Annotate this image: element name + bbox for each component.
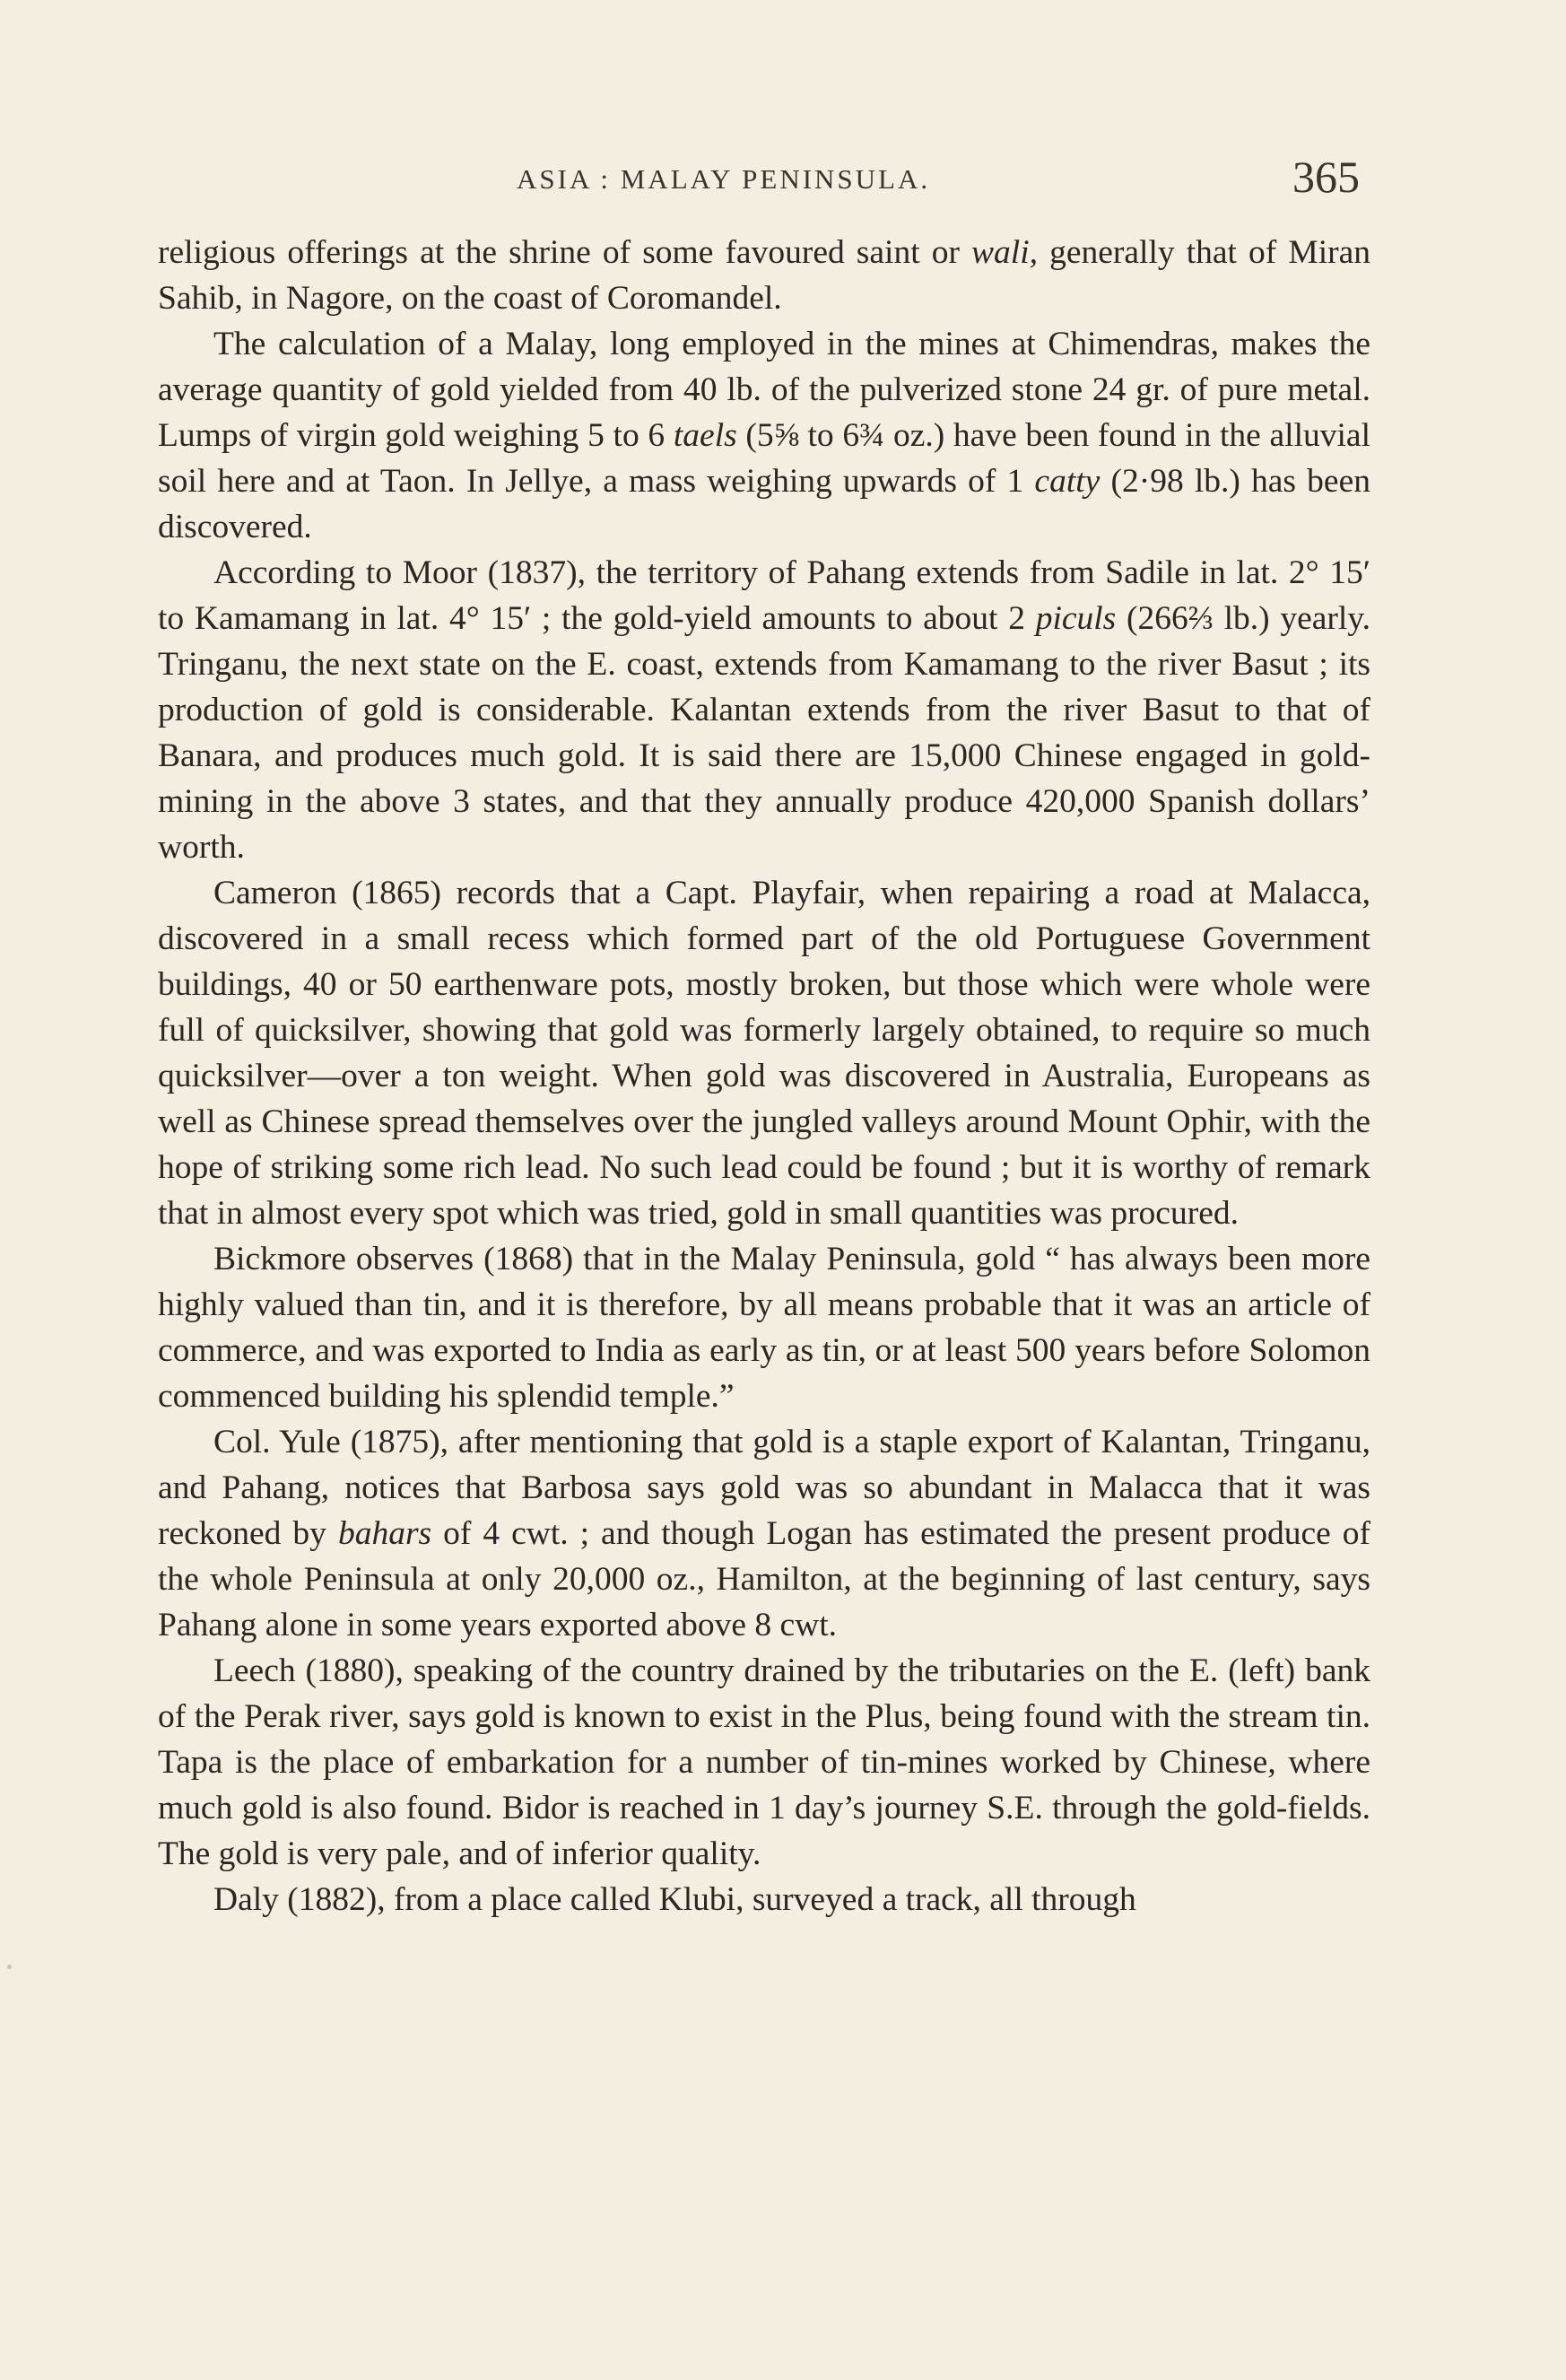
italic-term: piculs: [1035, 600, 1117, 637]
italic-term: taels: [673, 417, 737, 454]
paragraph-leech: [158, 1648, 1370, 1877]
text-run: Cameron (1865) records that a Capt. Playfair, when repairing a road at Malacca, discovered in a small recess which formed part of the old Portuguese Government buildings, 40 or 50 earthenware pots, mostly broken, but those which were whole were full of quicksilver, showing that gold was formerly largely obtained, to require so much quicksilver—over a ton weight. When gold was discovered in Australia, Europeans as well as Chinese spread themselves over the jungled valleys around Mount Ophir, with the hope of striking some rich lead. No such lead could be found ; but it is worthy of remark that in almost every spot which was tried, gold in small quantities was procured.: [158, 875, 1370, 1232]
paragraph-moor: [158, 550, 1370, 870]
paragraph-cameron: [158, 870, 1370, 1236]
text-run: generally that of Miran Sahib, in Nagore, on the coast of Coromandel.: [158, 234, 1371, 317]
page-number: 365: [1292, 152, 1360, 202]
italic-term: catty: [1034, 463, 1101, 500]
paragraph-bickmore: [158, 1236, 1370, 1419]
paragraph-chimendras: [158, 321, 1370, 550]
running-title: ASIA : MALAY PENINSULA.: [517, 163, 931, 195]
text-run: religious offerings at the shrine of some favoured saint or: [158, 234, 972, 271]
text-run: Leech (1880), speaking of the country drained by the tributaries on the E. (left) bank of the Perak river, says gold is known to exist in the Plus, being found with the stream tin. Tapa is the place of embarkation for a number of tin-mines worked by Chinese, where much gold is also found. Bidor is reached in 1 day’s journey S.E. through the gold-fields. The gold is very pale, and of inferior quality.: [158, 1652, 1370, 1872]
running-head: [158, 151, 1360, 214]
paragraph-continuation: [158, 230, 1370, 321]
paragraph-yule: [158, 1419, 1370, 1648]
text-run: Bickmore observes (1868) that in the Malay Peninsula, gold “ has always been more highly valued than tin, and it is therefore, by all means probable that it was an article of commerce, and was exported to India as early as tin, or at least 500 years before Solomon commenced building his splendid temple.”: [158, 1241, 1370, 1415]
italic-term: bahars: [337, 1515, 432, 1552]
text-run: of 4 cwt. ; and though Logan has estimated the present produce of the whole Peninsula at only 20,000 oz., Hamilton, at the beginning of last century, says Pahang alone in some years exported above 8 cwt.: [158, 1515, 1370, 1643]
text-run: According to Moor (1837), the territory of Pahang extends from Sadile in lat. 2° 15′ to Kamamang in lat. 4° 15′ ; the gold-yield amounts to about 2: [158, 554, 1370, 637]
paper-speck: [7, 1965, 12, 1969]
text-run: The calculation of a Malay, long employed in the mines at Chimendras, makes the average quantity of gold yielded from 40 lb. of the pulverized stone 24 gr. of pure metal. Lumps of virgin gold weighing 5 to 6: [158, 326, 1370, 454]
text-run: (5⅝ to 6¾ oz.) have been found in the alluvial soil here and at Taon. In Jellye, a mass weighing upwards of 1: [158, 417, 1370, 500]
paragraph-daly: [158, 1877, 1370, 1922]
italic-term: wali,: [971, 234, 1039, 271]
text-run: (2·98 lb.) has been discovered.: [158, 463, 1370, 545]
text-run: (266⅔ lb.) yearly. Tringanu, the next state on the E. coast, extends from Kamamang to the river Basut ; its production of gold is considerable. Kalantan extends from the river Basut to that of Banara, and produces much gold. It is said there are 15,000 Chinese engaged in gold-mining in the above 3 states, and that they annually produce 420,000 Spanish dollars’ worth.: [158, 600, 1371, 866]
text-run: Col. Yule (1875), after mentioning that gold is a staple export of Kalantan, Tringanu, and Pahang, notices that Barbosa says gold was so abundant in Malacca that it was reckoned by: [158, 1424, 1370, 1552]
text-run: Daly (1882), from a place called Klubi, surveyed a track, all through: [213, 1881, 1136, 1918]
body-text: [158, 230, 1370, 1922]
